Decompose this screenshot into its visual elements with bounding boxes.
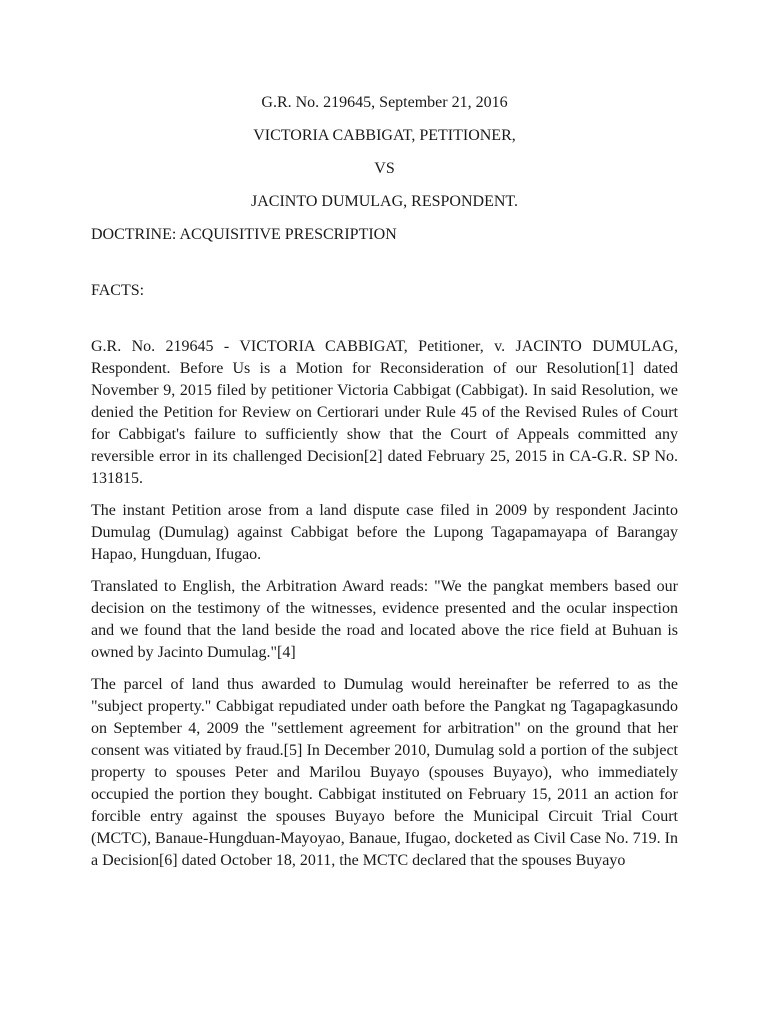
- doctrine-line: DOCTRINE: ACQUISITIVE PRESCRIPTION: [91, 226, 397, 243]
- paragraph-2: The instant Petition arose from a land dispute case filed in 2009 by respondent Jacinto Dumulag (Dumulag) against Cabbigat before the Lupong Tagapamayapa of Barangay Hapao, Hungduan, Ifugao.: [91, 502, 678, 563]
- case-number-line: G.R. No. 219645, September 21, 2016: [261, 94, 508, 111]
- paragraph-1: G.R. No. 219645 - VICTORIA CABBIGAT, Petitioner, v. JACINTO DUMULAG, Respondent. Before Us is a Motion for Reconsideration of our Resolution[1] dated November 9, 2015 filed by petitioner Victoria Cabbigat (Cabbigat). In said Resolution, we denied the Petition for Review on Certiorari under Rule 45 of the Revised Rules of Court for Cabbigat's failure to sufficiently show that the Court of Appeals committed any reversible error in its challenged Decision[2] dated February 25, 2015 in CA-G.R. SP No. 131815.: [91, 338, 678, 487]
- versus-line: VS: [374, 160, 395, 177]
- paragraph-4: The parcel of land thus awarded to Dumulag would hereinafter be referred to as the "subject property." Cabbigat repudiated under oath before the Pangkat ng Tagapagkasundo on September 4, 2009 the "settlement agreement for arbitration" on the ground that her consent was vitiated by fraud.[5] In December 2010, Dumulag sold a portion of the subject property to spouses Peter and Marilou Buyayo (spouses Buyayo), who immediately occupied the portion they bought. Cabbigat instituted on February 15, 2011 an action for forcible entry against the spouses Buyayo before the Municipal Circuit Trial Court (MCTC), Banaue-Hungduan-Mayoyao, Banaue, Ifugao, docketed as Civil Case No. 719. In a Decision[6] dated October 18, 2011, the MCTC declared that the spouses Buyayo: [91, 676, 678, 869]
- facts-heading: FACTS:: [91, 282, 145, 299]
- document-page: [91, 92, 678, 872]
- petitioner-line: VICTORIA CABBIGAT, PETITIONER,: [253, 127, 516, 144]
- respondent-line: JACINTO DUMULAG, RESPONDENT.: [251, 193, 518, 210]
- paragraph-3: Translated to English, the Arbitration Award reads: "We the pangkat members based our decision on the testimony of the witnesses, evidence presented and the ocular inspection and we found that the land beside the road and located above the rice field at Buhuan is owned by Jacinto Dumulag."[4]: [91, 578, 678, 661]
